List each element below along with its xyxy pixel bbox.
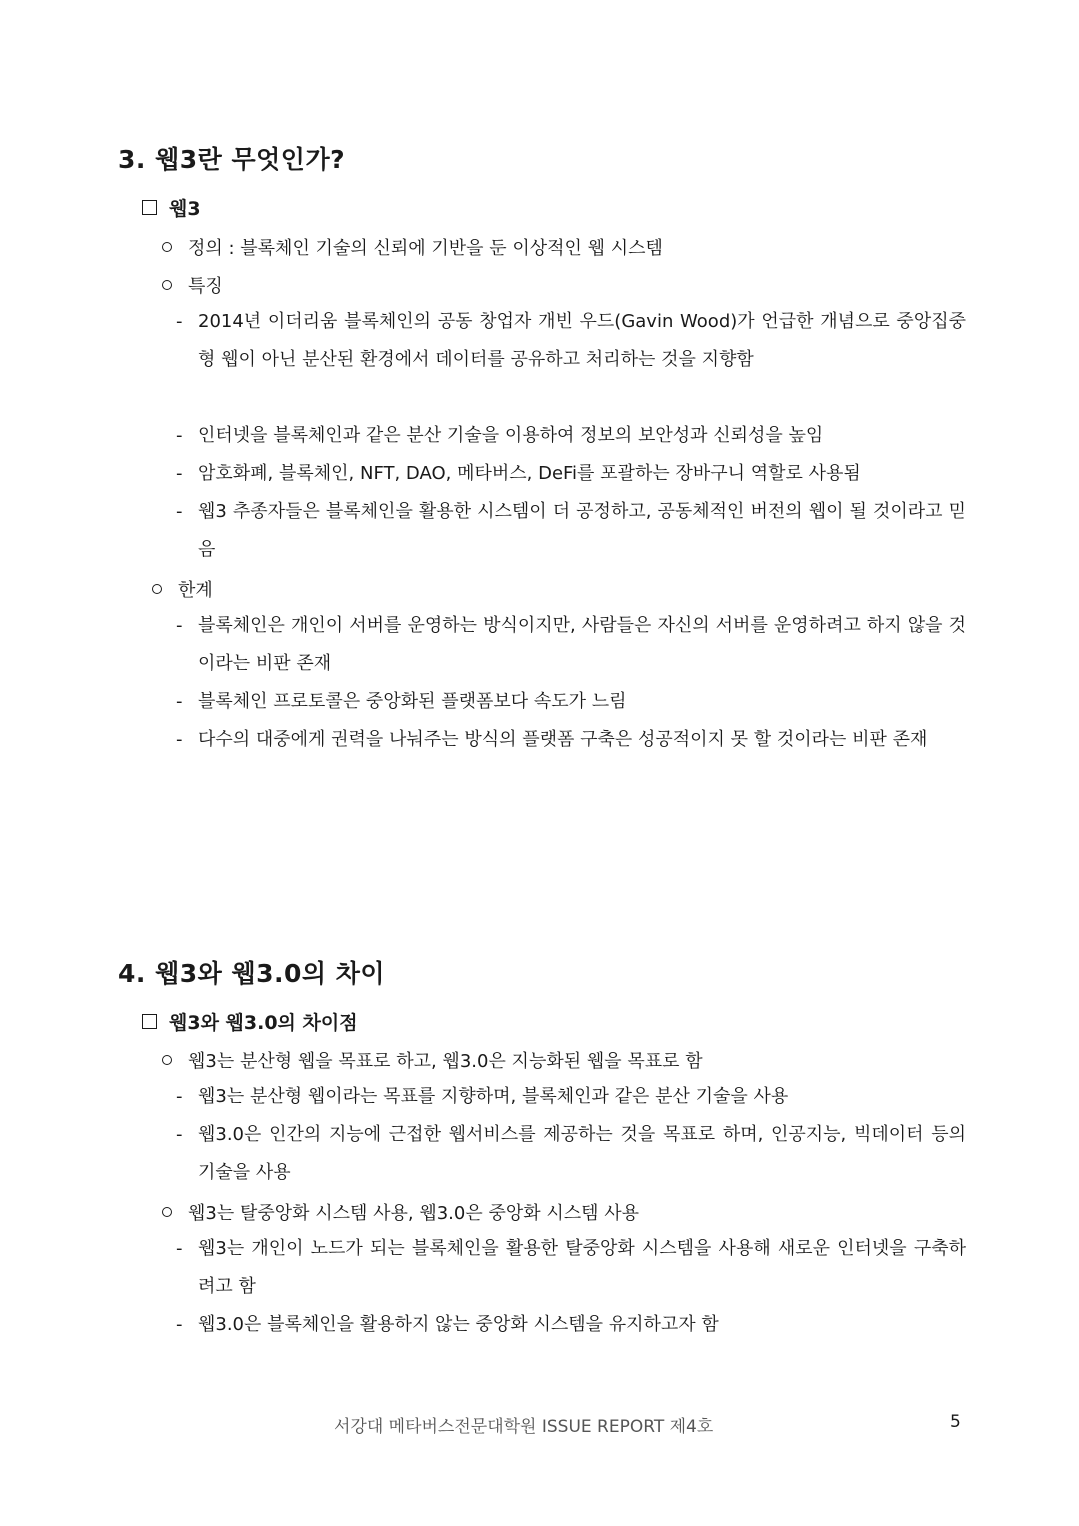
dash-bullet: - xyxy=(176,311,183,332)
feature-text: 암호화폐, 블록체인, NFT, DAO, 메타버스, DeFi를 포괄하는 장바구니 역할로 사용됨 xyxy=(198,463,861,484)
dash-bullet: - xyxy=(176,463,183,484)
limits-label: 한계 xyxy=(178,580,213,601)
difference-text: 웹3.0은 인간의 지능에 근접한 웹서비스를 제공하는 것을 목표로 하며, 인공지능, 빅데이터 등의 기술을 사용 xyxy=(198,1124,966,1183)
limit-item xyxy=(176,721,966,759)
circle-bullet-icon xyxy=(152,584,162,594)
checkbox-icon xyxy=(142,1014,157,1029)
dash-bullet: - xyxy=(176,729,183,750)
dash-bullet: - xyxy=(176,1238,183,1259)
definition-text: 정의 : 블록체인 기술의 신뢰에 기반을 둔 이상적인 웹 시스템 xyxy=(188,238,663,259)
feature-item xyxy=(176,493,966,569)
checkbox-icon xyxy=(142,200,157,215)
dash-bullet: - xyxy=(176,501,183,522)
limit-text: 블록체인은 개인이 서버를 운영하는 방식이지만, 사람들은 자신의 서버를 운영하려고 하지 않을 것이라는 비판 존재 xyxy=(198,615,966,674)
difference-point-text: 웹3는 분산형 웹을 목표로 하고, 웹3.0은 지능화된 웹을 목표로 함 xyxy=(188,1051,703,1072)
feature-item xyxy=(176,455,966,493)
limits-item xyxy=(152,576,213,602)
subheading-label: 웹3와 웹3.0의 차이점 xyxy=(169,1012,358,1034)
circle-bullet-icon xyxy=(162,280,172,290)
limit-item xyxy=(176,607,966,683)
dash-bullet: - xyxy=(176,425,183,446)
difference-item xyxy=(176,1078,966,1116)
section-4-title: 4. 웹3와 웹3.0의 차이 xyxy=(118,959,386,988)
features-label: 특징 xyxy=(188,276,223,297)
feature-item xyxy=(176,417,966,455)
feature-item xyxy=(176,303,966,379)
section-4-subheading xyxy=(142,1008,358,1035)
features-item xyxy=(162,272,223,298)
subheading-label: 웹3 xyxy=(169,198,201,220)
circle-bullet-icon xyxy=(162,1055,172,1065)
dash-bullet: - xyxy=(176,615,183,636)
section-3-subheading xyxy=(142,194,201,221)
difference-point-text: 웹3는 탈중앙화 시스템 사용, 웹3.0은 중앙화 시스템 사용 xyxy=(188,1203,639,1224)
difference-point xyxy=(162,1199,639,1225)
section-3-title: 3. 웹3란 무엇인가? xyxy=(118,145,346,174)
difference-item xyxy=(176,1230,966,1306)
difference-item xyxy=(176,1116,966,1192)
dash-bullet: - xyxy=(176,1086,183,1107)
footer-text: 서강대 메타버스전문대학원 ISSUE REPORT 제4호 xyxy=(334,1417,714,1437)
limit-text: 블록체인 프로토콜은 중앙화된 플랫폼보다 속도가 느림 xyxy=(198,691,627,712)
difference-point xyxy=(162,1047,703,1073)
difference-text: 웹3는 개인이 노드가 되는 블록체인을 활용한 탈중앙화 시스템을 사용해 새로운 인터넷을 구축하려고 함 xyxy=(198,1238,966,1297)
definition-item xyxy=(162,234,663,260)
limit-text: 다수의 대중에게 권력을 나눠주는 방식의 플랫폼 구축은 성공적이지 못 할 것이라는 비판 존재 xyxy=(198,729,928,750)
difference-text: 웹3.0은 블록체인을 활용하지 않는 중앙화 시스템을 유지하고자 함 xyxy=(198,1314,719,1335)
circle-bullet-icon xyxy=(162,242,172,252)
feature-text: 인터넷을 블록체인과 같은 분산 기술을 이용하여 정보의 보안성과 신뢰성을 높임 xyxy=(198,425,824,446)
circle-bullet-icon xyxy=(162,1207,172,1217)
limit-item xyxy=(176,683,966,721)
difference-text: 웹3는 분산형 웹이라는 목표를 지향하며, 블록체인과 같은 분산 기술을 사용 xyxy=(198,1086,789,1107)
feature-text: 웹3 추종자들은 블록체인을 활용한 시스템이 더 공정하고, 공동체적인 버전의 웹이 될 것이라고 믿음 xyxy=(198,501,966,560)
feature-text: 2014년 이더리움 블록체인의 공동 창업자 개빈 우드(Gavin Wood)가 언급한 개념으로 중앙집중형 웹이 아닌 분산된 환경에서 데이터를 공유하고 처리하는 것을 지향함 xyxy=(198,311,966,370)
difference-item xyxy=(176,1306,966,1344)
dash-bullet: - xyxy=(176,691,183,712)
page-number: 5 xyxy=(950,1412,961,1432)
dash-bullet: - xyxy=(176,1124,183,1145)
dash-bullet: - xyxy=(176,1314,183,1335)
